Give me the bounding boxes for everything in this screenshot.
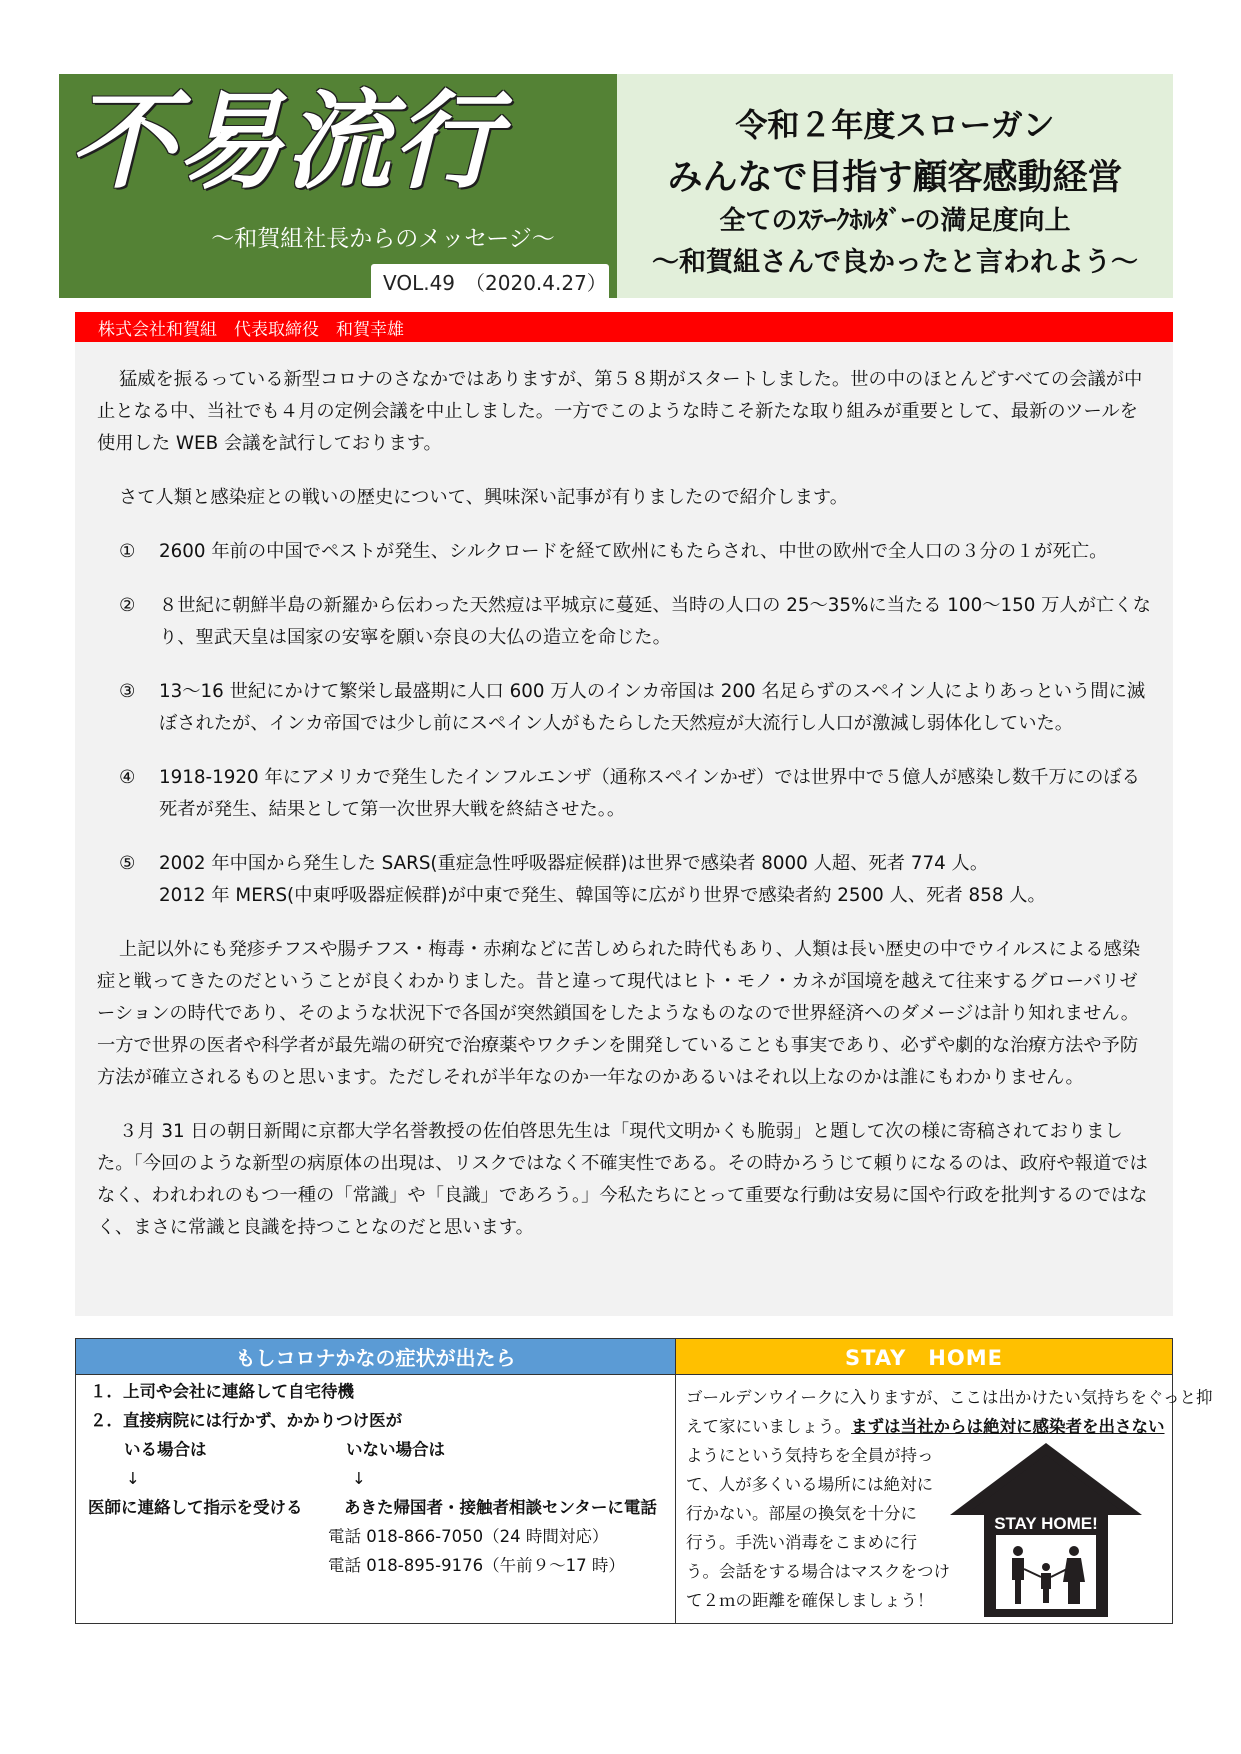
header-banner-left — [59, 74, 617, 298]
stay-home-line: て、人が多くいる場所には絶対に — [686, 1475, 934, 1494]
corona-step-1: １．上司や会社に連絡して自宅待機 — [90, 1382, 354, 1401]
stay-home-header: STAY HOME — [676, 1339, 1172, 1375]
stay-home-line: て２ｍの距離を確保しましょう！ — [686, 1591, 934, 1610]
list-item — [97, 848, 1151, 912]
corona-header: もしコロナかなの症状が出たら — [76, 1339, 675, 1375]
case-has-doctor: いる場合は — [124, 1440, 207, 1459]
slogan-sub: 全てのｽﾃｰｸﾎﾙﾀﾞｰの満足度向上 — [719, 206, 1071, 236]
stay-home-sign: STAY HOME! — [994, 1514, 1098, 1533]
list-number: ② — [119, 595, 136, 616]
list-text: 2600 年前の中国でペストが発生、シルクロードを経て欧州にもたらされ、中世の欧州で全人口の３分の１が死亡。 — [159, 541, 1108, 562]
list-number: ① — [119, 541, 136, 562]
phone-number-2: 電話 018-895-9176（午前９～17 時） — [328, 1556, 625, 1575]
stay-home-line: ゴールデンウイークに入りますが、ここは出かけたい気持ちをぐっと抑 — [686, 1388, 1213, 1407]
stay-home-line: 行かない。部屋の換気を十分に — [686, 1504, 917, 1523]
list-number: ⑤ — [119, 853, 136, 874]
slogan-title: 令和２年度スローガン — [735, 106, 1055, 144]
list-item — [97, 676, 1151, 740]
list-text: ８世紀に朝鮮半島の新羅から伝わった天然痘は平城京に蔓延、当時の人口の 25～35%に当たる 100～150 万人が亡くなり、聖武天皇は国家の安寧を願い奈良の大仏の造立を命じた。 — [159, 595, 1151, 648]
stay-home-line — [686, 1412, 1165, 1441]
stay-home-line-text: えて家にいましょう。 — [686, 1417, 851, 1436]
author-bar — [75, 312, 1173, 342]
action-no-doctor: あきた帰国者・接触者相談センターに電話 — [344, 1498, 657, 1517]
list-text: 1918-1920 年にアメリカで発生したインフルエンザ（通称スペインかぜ）では世界中で５億人が感染し数千万にのぼる死者が発生、結果として第一次世界大戦を終結させた。。 — [159, 767, 1140, 820]
info-table — [75, 1338, 1213, 1624]
arrow-down-icon: ↓ — [126, 1469, 140, 1488]
list-number: ④ — [119, 767, 136, 788]
list-text: 13～16 世紀にかけて繁栄し最盛期に人口 600 万人のインカ帝国は 200 名足らずのスペイン人によりあっという間に滅ぼされたが、インカ帝国では少し前にスペイン人がもたらした天然痘が大流行し人口が激減し弱体化していた。 — [159, 681, 1146, 734]
stay-home-line: 行う。手洗い消毒をこまめに行 — [686, 1533, 917, 1552]
stay-home-line: ようにという気持ちを全員が持っ — [686, 1446, 934, 1465]
history-paragraph: 上記以外にも発疹チフスや腸チフス・梅毒・赤痢などに苦しめられた時代もあり、人類は長い歴史の中でウイルスによる感染症と戦ってきたのだということが良くわかりました。昔と違って現代はヒト・モノ・カネが国境を越えて往来するグローバリゼーションの時代であり、そのような状況下で各国が突然鎖国をしたようなものなので世界経済へのダメージは計り知れません。一方で世界の医者や科学者が最先端の研究で治療薬やワクチンを開発していることも事実であり、必ずや劇的な治療方法や予防方法が確立されるものと思います。ただしそれが半年なのか一年なのかあるいはそれ以上なのかは誰にもわかりません。 — [97, 939, 1141, 1088]
header-banner-right — [617, 74, 1173, 298]
stay-home-line: う。会話をする場合はマスクをつけ — [686, 1562, 950, 1581]
article-body — [75, 342, 1173, 1316]
stay-home-column — [676, 1339, 1213, 1623]
corona-column — [76, 1339, 676, 1623]
newsletter-logo: 不易流行 — [69, 78, 501, 203]
case-no-doctor: いない場合は — [346, 1440, 445, 1459]
phone-number-1: 電話 018-866-7050（24 時間対応） — [328, 1527, 609, 1546]
newsletter-subtitle: ～和賀組社長からのメッセージ～ — [211, 226, 555, 252]
list-text-group — [159, 848, 1151, 912]
slogan-tagline: ～和賀組さんで良かったと言われよう～ — [652, 247, 1138, 278]
intro-paragraph: 猛威を振るっている新型コロナのさなかではありますが、第５８期がスタートしました。世の中のほとんどすべての会議が中止となる中、当社でも４月の定例会議を中止しました。一方でこのような時こそ新たな取り組みが重要として、最新のツールを使用した WEB 会議を試行しております。 — [97, 369, 1143, 454]
list-text: 2002 年中国から発生した SARS(重症急性呼吸器症候群)は世界で感染者 8000 人超、死者 774 人。 — [159, 853, 989, 874]
list-item — [97, 762, 1151, 826]
action-has-doctor: 医師に連絡して指示を受ける — [88, 1498, 303, 1517]
stay-home-emphasis: まずは当社からは絶対に感染者を出さない — [851, 1417, 1165, 1436]
list-text-2: 2012 年 MERS(中東呼吸器症候群)が中東で発生、韓国等に広がり世界で感染者約 2500 人、死者 858 人。 — [159, 885, 1046, 906]
volume-date: VOL.49 （2020.4.27） — [371, 264, 609, 298]
lead-paragraph: さて人類と感染症との戦いの歴史について、興味深い記事が有りましたので紹介します。 — [118, 487, 849, 508]
stay-home-house-icon — [946, 1441, 1146, 1621]
quote-paragraph: ３月 31 日の朝日新聞に京都大学名誉教授の佐伯啓思先生は「現代文明かくも脆弱」と題して次の様に寄稿されておりました。「今回のような新型の病原体の出現は、リスクではなく不確実性である。その時かろうじて頼りになるのは、政府や報道ではなく、われわれのもつ一種の「常識」や「良識」であろう。」今私たちにとって重要な行動は安易に国や行政を批判するのではなく、まさに常識と良識を持つことなのだと思います。 — [97, 1121, 1148, 1238]
author-name: 株式会社和賀組 代表取締役 和賀幸雄 — [98, 319, 404, 340]
list-number: ③ — [119, 681, 136, 702]
corona-step-2: ２．直接病院には行かず、かかりつけ医が — [90, 1411, 403, 1430]
slogan-main: みんなで目指す顧客感動経営 — [667, 158, 1123, 198]
list-item — [97, 590, 1151, 654]
list-item — [97, 536, 1151, 568]
arrow-down-icon: ↓ — [352, 1469, 366, 1488]
